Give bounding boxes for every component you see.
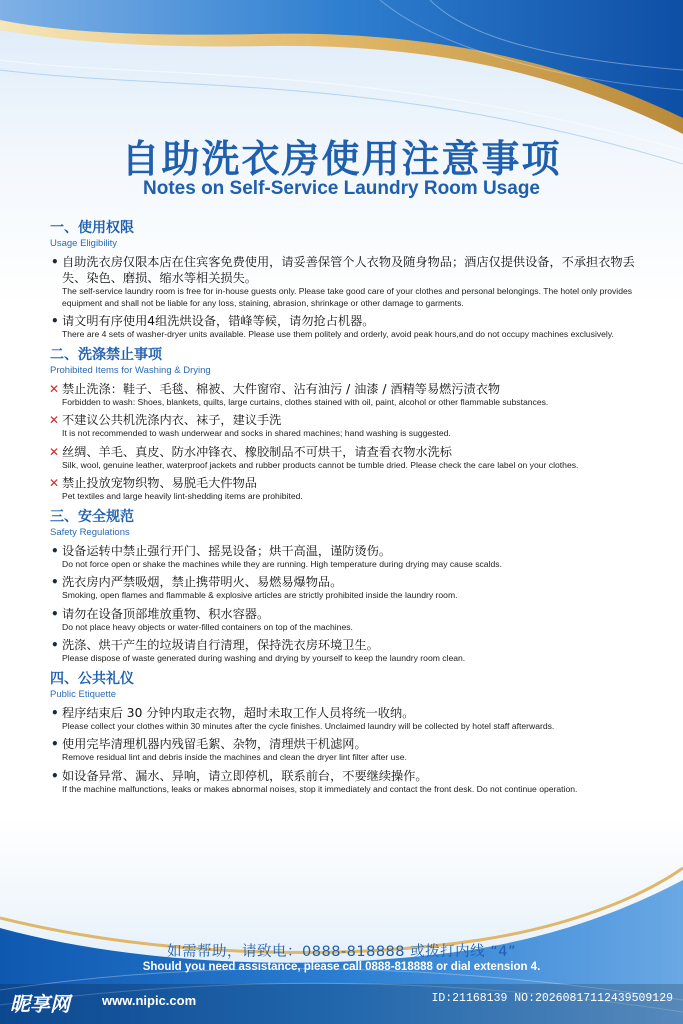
item-text-english: The self-service laundry room is free for in-house guests only. Please take good care of your clothes and personal belongings. The hotel only provides equipment and shall not be liable for any loss, staining, abrasion, shrinkage or other damage to garments. [62,286,633,308]
bullet-icon: • [51,737,59,751]
item-text-english: Smoking, open flames and flammable & explosive articles are strictly prohibited inside the laundry room. [62,590,458,600]
cross-icon: ✕ [49,413,60,427]
list-item [50,543,640,571]
title-chinese: 自助洗衣房使用注意事项 [121,137,562,181]
item-text-chinese: 禁止洗涤：鞋子、毛毯、棉被、大件窗帘、沾有油污 / 油漆 / 酒精等易燃污渍衣物 [62,381,501,396]
section-title: 三、安全规范 [50,508,134,525]
list-item [50,381,640,409]
cross-icon: ✕ [49,444,60,459]
bullet-icon: • [51,255,59,269]
item-text-english: It is not recommended to wash underwear and socks in shared machines; hand washing is suggested. [62,428,451,438]
item-text-english: Remove residual lint and debris inside the machines and clean the dryer lint filter after use. [62,752,407,762]
bullet-icon: • [51,705,59,720]
contact-english: Should you need assistance, please call 0888-818888 or dial extension 4. [142,961,541,973]
list-item [50,574,640,602]
section-title: 一、使用权限 [50,220,134,236]
item-text-english: Forbidden to wash: Shoes, blankets, quilts, large curtains, clothes stained with oil, paint, alcohol or other flammable substances. [62,396,549,407]
notice-content [50,220,640,795]
item-text-english: Pet textiles and large heavily lint-shedding items are prohibited. [62,491,303,501]
item-text-english: Please dispose of waste generated during washing and drying by yourself to keep the laundry room clean. [62,653,466,663]
list-item [50,606,640,634]
item-text-chinese: 请文明有序使用4组洗烘设备，错峰等候，请勿抢占机器。 [62,314,375,328]
item-text-english: If the machine malfunctions, leaks or makes abnormal noises, stop it immediately and contact the front desk. Do not continue operation. [62,783,578,794]
contact-chinese: 如需帮助，请致电：0888-818888 或拨打内线 “4” [167,944,516,960]
list-item [50,475,640,503]
bullet-icon: • [51,314,59,328]
item-text-chinese: 洗衣房内严禁吸烟，禁止携带明火、易燃易爆物品。 [62,575,343,589]
list-item [50,313,640,341]
list-item [50,254,640,309]
item-text-chinese: 使用完毕清理机器内残留毛絮、杂物，清理烘干机滤网。 [62,737,367,751]
item-text-chinese: 自助洗衣房仅限本店在住宾客免费使用，请妥善保管个人衣物及随身物品；酒店仅提供设备，不承担衣物丢失、染色、磨损、缩水等相关损失。 [62,255,635,285]
item-text-chinese: 不建议公共机洗涤内衣、袜子，建议手洗 [62,413,282,427]
item-text-chinese: 洗涤、烘干产生的垃圾请自行清理，保持洗衣房环境卫生。 [62,638,379,652]
section-subtitle: Safety Regulations [50,526,130,538]
list-item [50,736,640,764]
item-text-chinese: 程序结束后 30 分钟内取走衣物，超时未取工作人员将统一收纳。 [62,705,415,720]
item-text-english: There are 4 sets of washer-dryer units available. Please use them politely and orderly, avoid peak hours,and do not occupy machines exclusively. [62,329,614,339]
item-text-chinese: 设备运转中禁止强行开门、摇晃设备；烘干高温，谨防烫伤。 [62,543,392,558]
bullet-icon: • [51,606,59,621]
list-item [50,444,640,472]
title-english: Notes on Self-Service Laundry Room Usage [143,178,540,199]
bullet-icon: • [51,543,59,558]
item-text-chinese: 如设备异常、漏水、异响，请立即停机，联系前台，不要继续操作。 [62,768,428,783]
item-text-english: Do not place heavy objects or water-filled containers on top of the machines. [62,621,353,632]
list-item [50,412,640,440]
section-subtitle: Prohibited Items for Washing & Drying [50,364,211,376]
item-text-chinese: 请勿在设备顶部堆放重物、积水容器。 [62,606,270,621]
item-text-english: Do not force open or shake the machines while they are running. High temperature during drying may cause scalds. [62,558,502,569]
list-item [50,637,640,665]
bullet-icon: • [51,768,59,783]
item-text-chinese: 丝绸、羊毛、真皮、防水冲锋衣、橡胶制品不可烘干，请查看衣物水洗标 [62,444,452,459]
bullet-icon: • [51,575,59,589]
item-text-english: Silk, wool, genuine leather, waterproof jackets and rubber products cannot be tumble dried. Please check the care label on your clothes. [62,459,579,470]
watermark-id: ID:21168139 NO:20260817112439509129 [431,992,673,1005]
watermark-url: www.nipic.com [102,993,197,1008]
list-item [50,768,640,796]
list-item [50,705,640,733]
item-text-english: Please collect your clothes within 30 minutes after the cycle finishes. Unclaimed laundry will be collected by hotel staff afterwards. [62,720,555,731]
cross-icon: ✕ [49,381,60,396]
cross-icon: ✕ [49,476,60,490]
section-title: 二、洗涤禁止事项 [50,346,162,363]
section-subtitle: Public Etiquette [50,688,117,700]
bullet-icon: • [51,638,59,652]
item-text-chinese: 禁止投放宠物织物、易脱毛大件物品 [62,476,257,490]
watermark-logo: 昵享网 [10,992,70,1016]
section-title: 四、公共礼仪 [50,670,134,687]
section-subtitle: Usage Eligibility [50,238,118,249]
